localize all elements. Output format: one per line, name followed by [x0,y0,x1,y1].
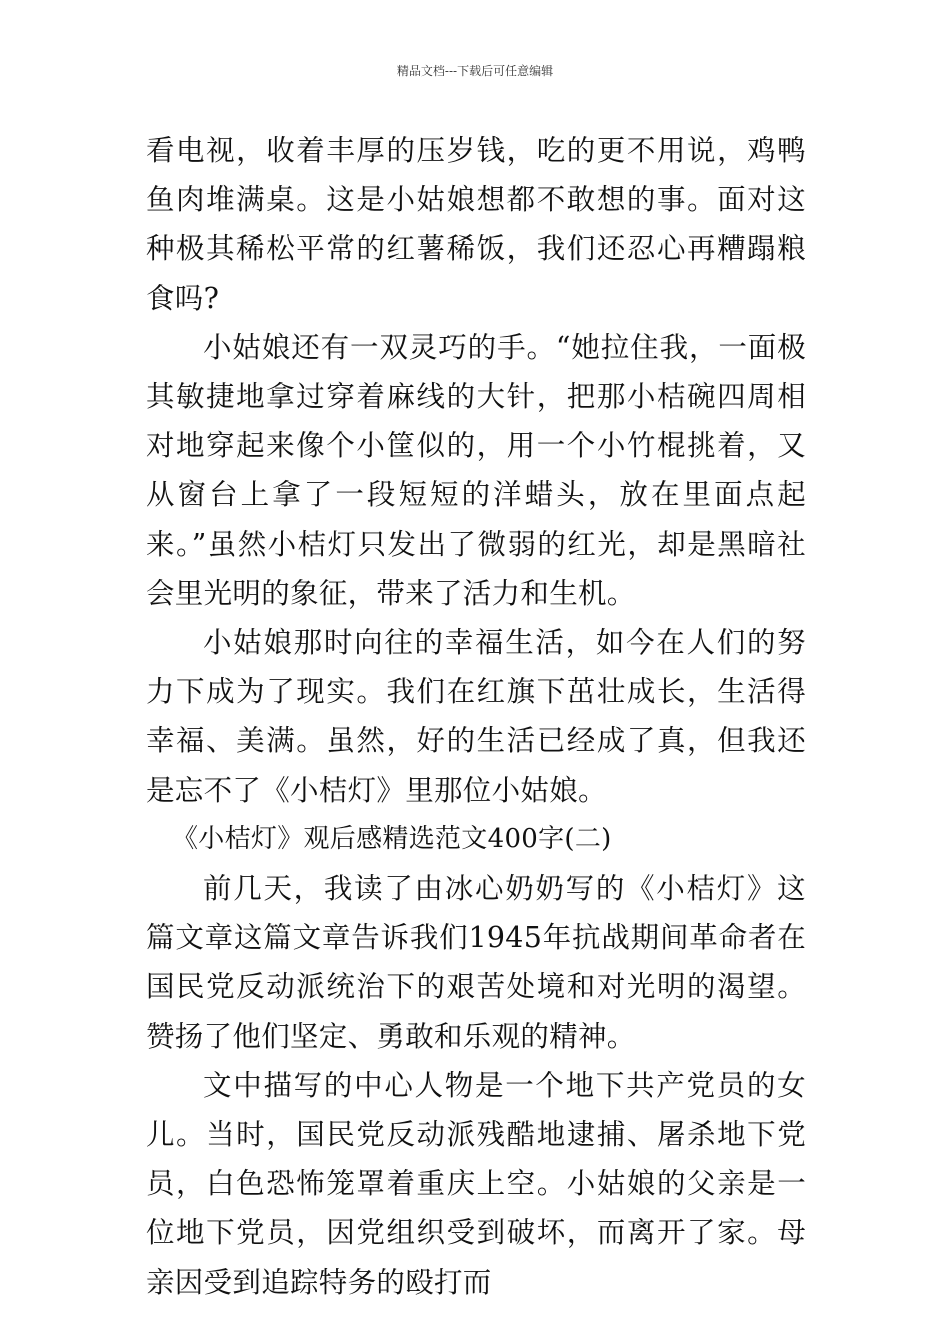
paragraph: 看电视，收着丰厚的压岁钱，吃的更不用说，鸡鸭鱼肉堆满桌。这是小姑娘想都不敢想的事。面对这种极其稀松平常的红薯稀饭，我们还忍心再糟蹋粮食吗? [146,134,806,315]
section-heading: 《小桔灯》观后感精选范文400字(二) [172,823,612,854]
paragraph: 小姑娘那时向往的幸福生活，如今在人们的努力下成为了现实。我们在红旗下茁壮成长，生活得幸福、美满。虽然，好的生活已经成了真，但我还是忘不了《小桔灯》里那位小姑娘。 [146,626,806,807]
paragraph: 文中描写的中心人物是一个地下共产党员的女儿。当时，国民党反动派残酷地逮捕、屠杀地下党员，白色恐怖笼罩着重庆上空。小姑娘的父亲是一位地下党员，因党组织受到破坏，而离开了家。母亲因受到追踪特务的殴打而 [146,1068,806,1299]
paragraph: 前几天，我读了由冰心奶奶写的《小桔灯》这篇文章这篇文章告诉我们1945年抗战期间革命者在国民党反动派统治下的艰苦处境和对光明的渴望。赞扬了他们坚定、勇敢和乐观的精神。 [146,872,806,1053]
page-header: 精品文档---下载后可任意编辑 [396,64,554,78]
document-body [146,126,806,1307]
paragraph: 小姑娘还有一双灵巧的手。“她拉住我，一面极其敏捷地拿过穿着麻线的大针，把那小桔碗四周相对地穿起来像个小筐似的，用一个小竹棍挑着，又从窗台上拿了一段短短的洋蜡头，放在里面点起来。”虽然小桔灯只发出了微弱的红光，却是黑暗社会里光明的象征，带来了活力和生机。 [146,330,806,610]
